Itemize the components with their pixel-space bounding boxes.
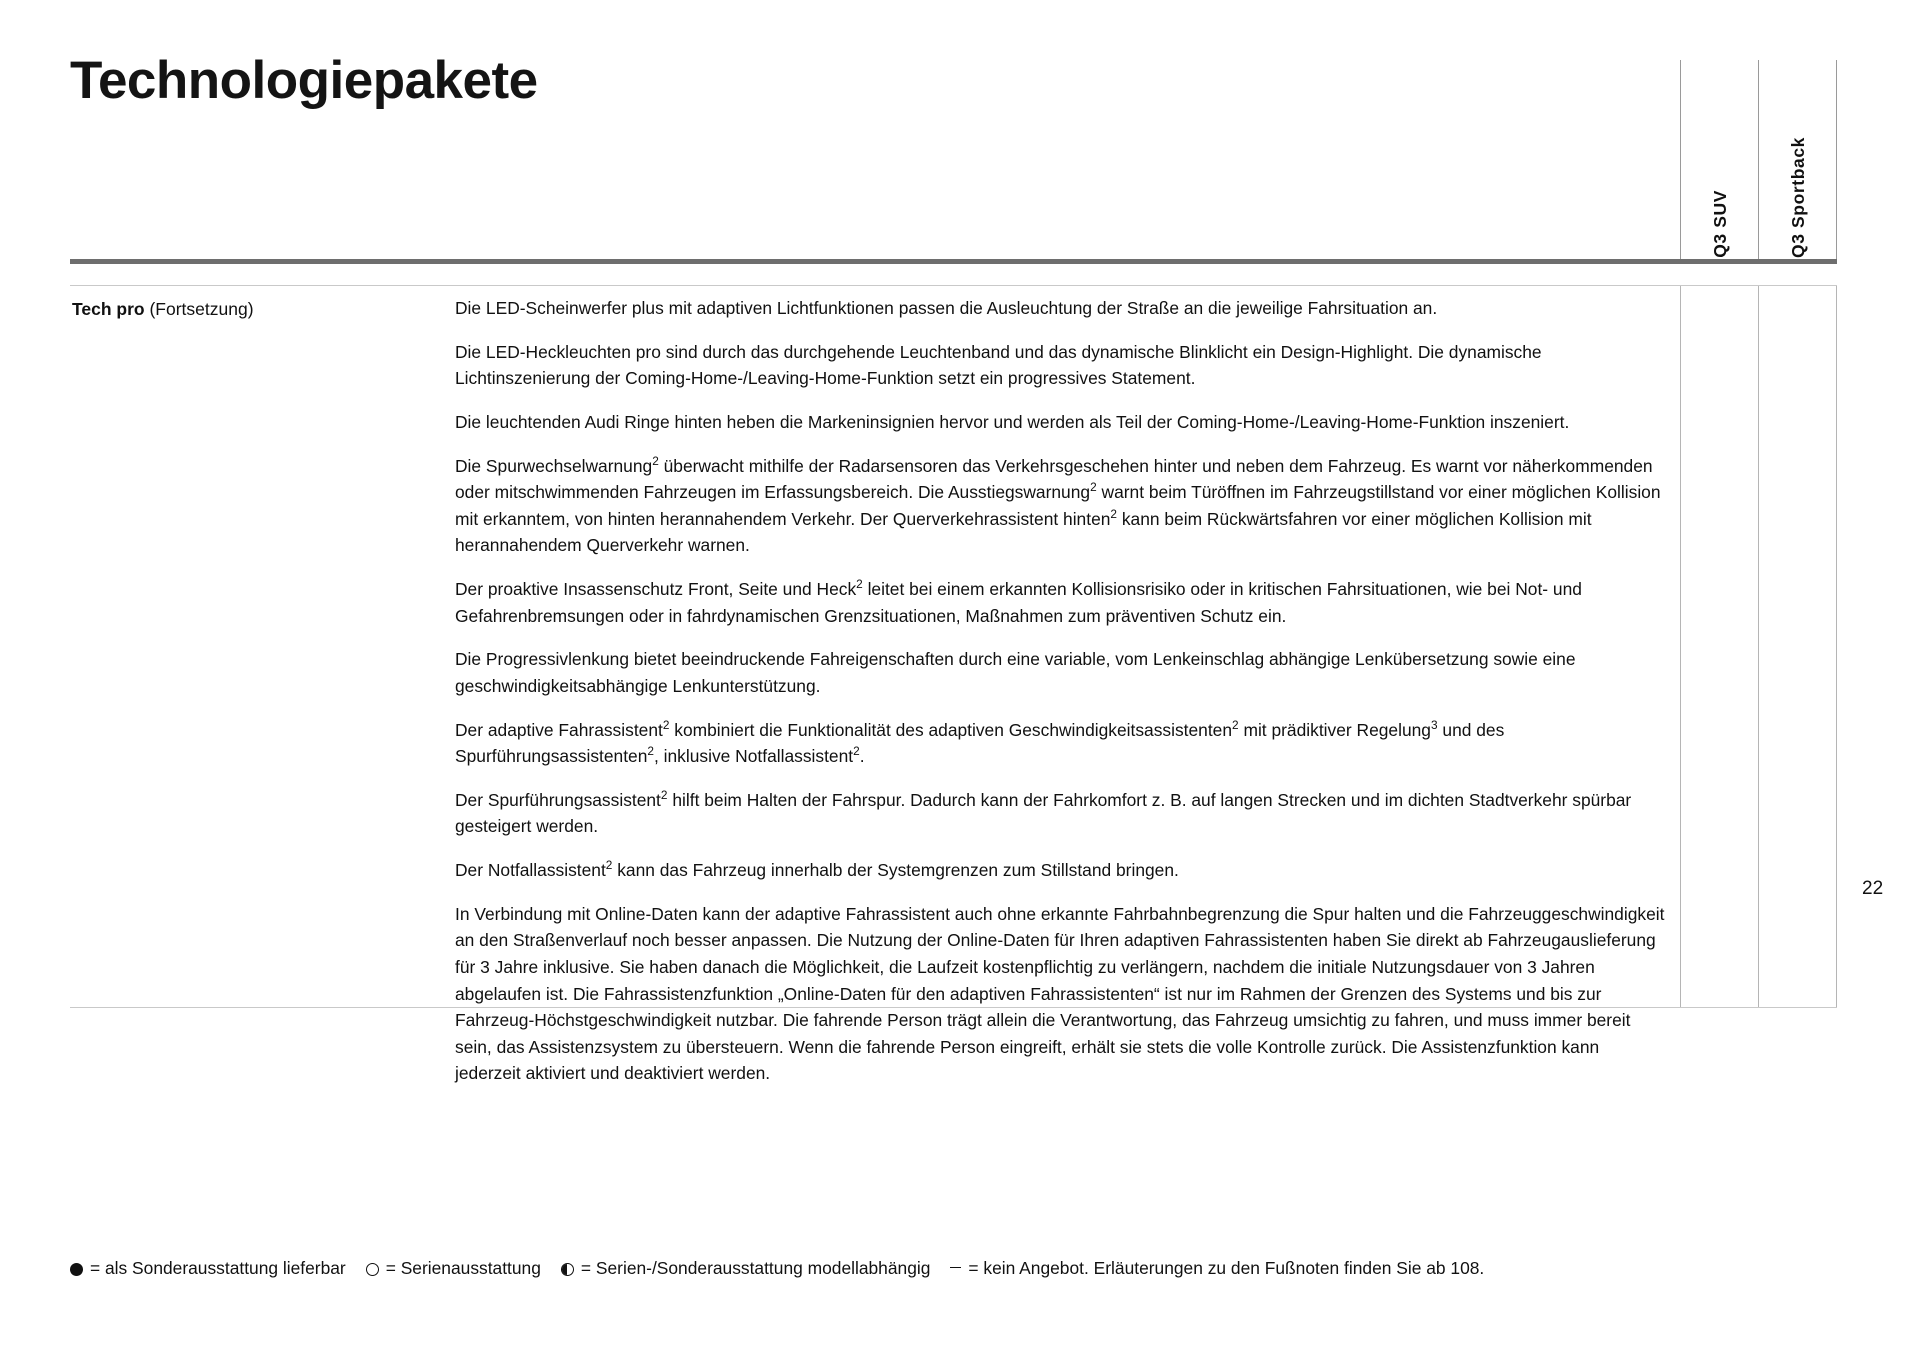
table-body	[70, 285, 1837, 1084]
paragraph: Der Spurführungsassistent$^2$ hilft beim Halten der Fahrspur. Dadurch kann der Fahrkomfort z. B. auf langen Strecken und im dichten Stadtverkehr spürbar gesteigert werden.	[455, 787, 1632, 837]
paragraph: Die LED-Heckleuchten pro sind durch das durchgehende Leuchtenband und das dynamische Blinklicht ein Design-Highlight. Die dynamische Lichtinszenierung der Coming-Home-/Leaving-Home-Funktion setzt ein progressives Statement.	[455, 341, 1542, 389]
page-title: Technologiepakete	[70, 51, 538, 110]
footer-legend	[70, 1258, 1484, 1279]
paragraph: Die leuchtenden Audi Ringe hinten heben die Markeninsignien hervor und werden als Teil der Coming-Home-/Leaving-Home-Funktion inszeniert.	[455, 411, 1570, 432]
column-divider-left	[1680, 286, 1681, 1007]
paragraph: Die LED-Scheinwerfer plus mit adaptiven Lichtfunktionen passen die Ausleuchtung der Straße an die jeweilige Fahrsituation an.	[455, 298, 1438, 318]
column-header-label: Q3 SUV	[1709, 190, 1730, 258]
paragraph: Die Spurwechselwarnung$^2$ überwacht mithilfe der Radarsensoren das Verkehrsgeschehen hinter und neben dem Fahrzeug. Es warnt vor näherkommenden oder mitschwimmenden Fahrzeugen im Erfassungsbereich. Die Ausstiegswarnung$^2$ warnt beim Türöffnen im Fahrzeugstillstand vor einer möglichen Kollision mit erkanntem, von hinten herannahendem Verkehr. Der Querverkehrassistent hinten$^2$ kann beim Rückwärtsfahren vor einer möglichen Kollision mit herannahendem Querverkehr warnen.	[455, 453, 1661, 556]
legend-label: = als Sonderausstattung lieferbar	[90, 1258, 346, 1278]
filled-circle-icon	[70, 1263, 83, 1276]
paragraph: In Verbindung mit Online-Daten kann der adaptive Fahrassistent auch ohne erkannte Fahrbahnbegrenzung die Spur halten und die Fahrzeuggeschwindigkeit an den Straßenverlauf noch besser anpassen. Die Nutzung der Online-Daten für Ihren adaptiven Fahrassistenten haben Sie direkt ab Fahrzeugauslieferung für 3 Jahre inklusive. Sie haben danach die Möglichkeit, die Laufzeit kostenpflichtig zu verlängern, nachdem die initiale Nutzungsdauer von 3 Jahren abgelaufen ist. Die Fahrassistenzfunktion „Online-Daten für den adaptiven Fahrassistenten“ ist nur im Rahmen der Grenzen des Systems und bis zur Fahrzeug-Höchstgeschwindigkeit nutzbar. Die fahrende Person trägt allein die Verantwortung, das Fahrzeug umsichtig zu fahren, und muss immer bereit sein, das Assistenzsystem zu übersteuern. Wenn die fahrende Person eingreift, erhält sie stets die volle Kontrolle zurück. Die Assistenzfunktion kann jederzeit aktiviert und deaktiviert werden.	[455, 903, 1665, 1084]
table-row-content	[455, 295, 1665, 1087]
legend-label: = kein Angebot. Erläuterungen zu den Fußnoten finden Sie ab 108.	[968, 1258, 1485, 1278]
legend-label: = Serienausstattung	[385, 1258, 541, 1278]
table-row-label	[72, 296, 442, 322]
column-header-label: Q3 Sportback	[1788, 137, 1808, 258]
legend-item	[950, 1258, 1484, 1279]
page-number: 22	[1862, 878, 1884, 899]
paragraph: Der proaktive Insassenschutz Front, Seite und Heck$^2$ leitet bei einem erkannten Kollisionsrisiko oder in kritischen Fahrsituationen, wie bei Not- und Gefahrenbremsungen oder in fahrdynamischen Grenzsituationen, Maßnahmen zum präventiven Schutz ein.	[455, 577, 1582, 626]
dash-icon	[950, 1267, 961, 1269]
paragraph: Der Notfallassistent$^2$ kann das Fahrzeug innerhalb der Systemgrenzen zum Stillstand bringen.	[455, 858, 1179, 880]
legend-item	[561, 1258, 931, 1279]
header-divider-rule	[70, 259, 1837, 264]
row-label-suffix: (Fortsetzung)	[144, 299, 254, 319]
column-header-right-edge	[1836, 60, 1837, 262]
legend-item	[366, 1258, 541, 1279]
column-divider-middle	[1758, 286, 1759, 1007]
table-column-headers	[1680, 60, 1837, 262]
legend-label: = Serien-/Sonderausstattung modellabhängig	[580, 1258, 931, 1278]
open-circle-icon	[366, 1263, 379, 1276]
column-header-q3-sportback	[1758, 60, 1838, 262]
column-divider-right	[1836, 286, 1837, 1007]
column-header-q3-suv	[1680, 60, 1759, 262]
paragraph: Der adaptive Fahrassistent$^2$ kombiniert die Funktionalität des adaptiven Geschwindigkeitsassistenten$^2$ mit prädiktiver Regelung$^3$ und des Spurführungsassistenten$^2$, inklusive Notfallassistent$^2$.	[455, 717, 1505, 767]
row-label-bold: Tech pro	[72, 299, 145, 319]
legend-item	[70, 1258, 346, 1279]
half-circle-icon	[561, 1263, 574, 1276]
paragraph: Die Progressivlenkung bietet beeindruckende Fahreigenschaften durch eine variable, vom Lenkeinschlag abhängige Lenkübersetzung sowie eine geschwindigkeitsabhängige Lenkunterstützung.	[455, 649, 1576, 696]
